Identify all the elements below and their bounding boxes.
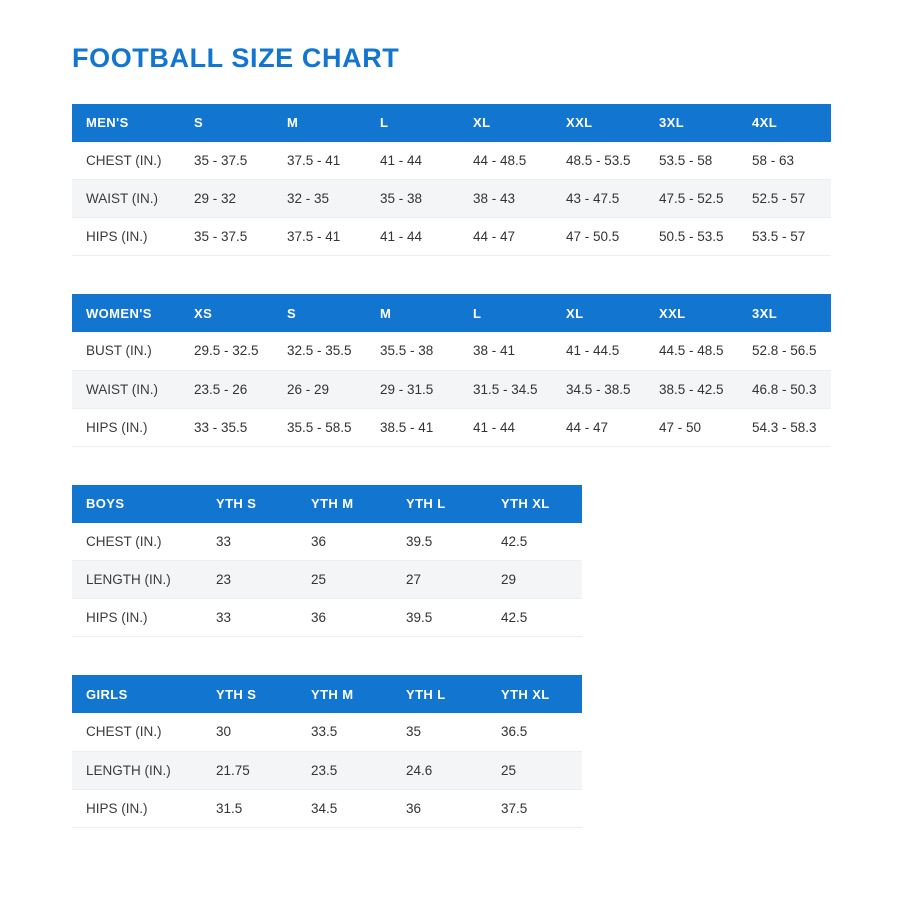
column-header: S [273, 294, 366, 332]
boys-table-body [72, 523, 582, 637]
table-cell: 52.5 - 57 [738, 180, 831, 218]
table-cell: 25 [487, 751, 582, 789]
table-cell: 44 - 48.5 [459, 142, 552, 180]
table-cell: 44.5 - 48.5 [645, 332, 738, 370]
column-header: YTH XL [487, 485, 582, 523]
table-cell: 39.5 [392, 599, 487, 637]
girls-table-header [72, 675, 582, 713]
row-label: WAIST (IN.) [72, 180, 180, 218]
table-row [72, 142, 831, 180]
table-cell: 38 - 41 [459, 332, 552, 370]
mens-table-header [72, 104, 831, 142]
womens-table-body [72, 332, 831, 446]
table-cell: 41 - 44 [459, 408, 552, 446]
column-header: 3XL [645, 104, 738, 142]
row-label: HIPS (IN.) [72, 408, 180, 446]
column-header: XL [552, 294, 645, 332]
table-cell: 38.5 - 41 [366, 408, 459, 446]
column-header: YTH L [392, 485, 487, 523]
column-header: M [366, 294, 459, 332]
table-cell: 35.5 - 58.5 [273, 408, 366, 446]
row-label: WAIST (IN.) [72, 370, 180, 408]
table-cell: 36 [392, 789, 487, 827]
table-cell: 41 - 44.5 [552, 332, 645, 370]
table-cell: 58 - 63 [738, 142, 831, 180]
row-label: HIPS (IN.) [72, 789, 202, 827]
table-row [72, 713, 582, 751]
row-label: LENGTH (IN.) [72, 561, 202, 599]
table-cell: 29 - 31.5 [366, 370, 459, 408]
table-cell: 37.5 [487, 789, 582, 827]
mens-size-table [72, 104, 831, 257]
mens-table-body [72, 142, 831, 256]
table-cell: 35 - 37.5 [180, 142, 273, 180]
table-cell: 43 - 47.5 [552, 180, 645, 218]
table-cell: 47 - 50.5 [552, 218, 645, 256]
table-cell: 46.8 - 50.3 [738, 370, 831, 408]
column-header: YTH M [297, 675, 392, 713]
page-title: FOOTBALL SIZE CHART [72, 43, 400, 73]
table-cell: 53.5 - 57 [738, 218, 831, 256]
table-row [72, 599, 582, 637]
table-cell: 44 - 47 [552, 408, 645, 446]
table-cell: 33 [202, 599, 297, 637]
table-row [72, 370, 831, 408]
table-cell: 41 - 44 [366, 218, 459, 256]
table-cell: 42.5 [487, 523, 582, 561]
table-cell: 38.5 - 42.5 [645, 370, 738, 408]
table-row [72, 180, 831, 218]
table-cell: 36 [297, 523, 392, 561]
column-header: YTH XL [487, 675, 582, 713]
table-cell: 29.5 - 32.5 [180, 332, 273, 370]
table-cell: 38 - 43 [459, 180, 552, 218]
table-cell: 35 - 37.5 [180, 218, 273, 256]
column-header: 4XL [738, 104, 831, 142]
row-label: CHEST (IN.) [72, 142, 180, 180]
table-cell: 23 [202, 561, 297, 599]
table-row [72, 789, 582, 827]
column-header: YTH M [297, 485, 392, 523]
table-cell: 29 [487, 561, 582, 599]
row-label: LENGTH (IN.) [72, 751, 202, 789]
column-header: YTH S [202, 675, 297, 713]
table-cell: 34.5 - 38.5 [552, 370, 645, 408]
table-cell: 33 [202, 523, 297, 561]
column-header: MEN'S [72, 104, 180, 142]
row-label: CHEST (IN.) [72, 713, 202, 751]
column-header: WOMEN'S [72, 294, 180, 332]
column-header: XS [180, 294, 273, 332]
table-cell: 27 [392, 561, 487, 599]
column-header: L [366, 104, 459, 142]
table-cell: 39.5 [392, 523, 487, 561]
table-cell: 35 [392, 713, 487, 751]
womens-size-table [72, 294, 831, 447]
column-header: S [180, 104, 273, 142]
table-row [72, 751, 582, 789]
table-cell: 48.5 - 53.5 [552, 142, 645, 180]
table-cell: 21.75 [202, 751, 297, 789]
table-cell: 50.5 - 53.5 [645, 218, 738, 256]
table-cell: 53.5 - 58 [645, 142, 738, 180]
column-header: XXL [552, 104, 645, 142]
table-row [72, 561, 582, 599]
row-label: CHEST (IN.) [72, 523, 202, 561]
column-header: XXL [645, 294, 738, 332]
table-cell: 44 - 47 [459, 218, 552, 256]
column-header: L [459, 294, 552, 332]
table-cell: 32 - 35 [273, 180, 366, 218]
table-row [72, 332, 831, 370]
table-cell: 29 - 32 [180, 180, 273, 218]
column-header: BOYS [72, 485, 202, 523]
table-cell: 31.5 - 34.5 [459, 370, 552, 408]
column-header: GIRLS [72, 675, 202, 713]
column-header: 3XL [738, 294, 831, 332]
table-cell: 36 [297, 599, 392, 637]
boys-size-table [72, 485, 582, 638]
table-cell: 33 - 35.5 [180, 408, 273, 446]
table-cell: 25 [297, 561, 392, 599]
table-cell: 52.8 - 56.5 [738, 332, 831, 370]
table-header-row [72, 104, 831, 142]
table-cell: 37.5 - 41 [273, 142, 366, 180]
table-cell: 24.6 [392, 751, 487, 789]
womens-table-header [72, 294, 831, 332]
table-cell: 26 - 29 [273, 370, 366, 408]
boys-table-header [72, 485, 582, 523]
table-row [72, 523, 582, 561]
column-header: YTH S [202, 485, 297, 523]
table-cell: 35.5 - 38 [366, 332, 459, 370]
table-cell: 47.5 - 52.5 [645, 180, 738, 218]
table-cell: 35 - 38 [366, 180, 459, 218]
table-cell: 33.5 [297, 713, 392, 751]
table-header-row [72, 485, 582, 523]
table-header-row [72, 675, 582, 713]
girls-table-body [72, 713, 582, 827]
column-header: M [273, 104, 366, 142]
table-row [72, 218, 831, 256]
table-row [72, 408, 831, 446]
row-label: BUST (IN.) [72, 332, 180, 370]
row-label: HIPS (IN.) [72, 599, 202, 637]
table-cell: 36.5 [487, 713, 582, 751]
column-header: XL [459, 104, 552, 142]
table-cell: 34.5 [297, 789, 392, 827]
row-label: HIPS (IN.) [72, 218, 180, 256]
table-cell: 30 [202, 713, 297, 751]
column-header: YTH L [392, 675, 487, 713]
table-cell: 54.3 - 58.3 [738, 408, 831, 446]
table-cell: 42.5 [487, 599, 582, 637]
table-cell: 47 - 50 [645, 408, 738, 446]
table-cell: 31.5 [202, 789, 297, 827]
table-cell: 37.5 - 41 [273, 218, 366, 256]
table-cell: 23.5 - 26 [180, 370, 273, 408]
table-cell: 41 - 44 [366, 142, 459, 180]
girls-size-table [72, 675, 582, 828]
table-cell: 23.5 [297, 751, 392, 789]
table-header-row [72, 294, 831, 332]
table-cell: 32.5 - 35.5 [273, 332, 366, 370]
